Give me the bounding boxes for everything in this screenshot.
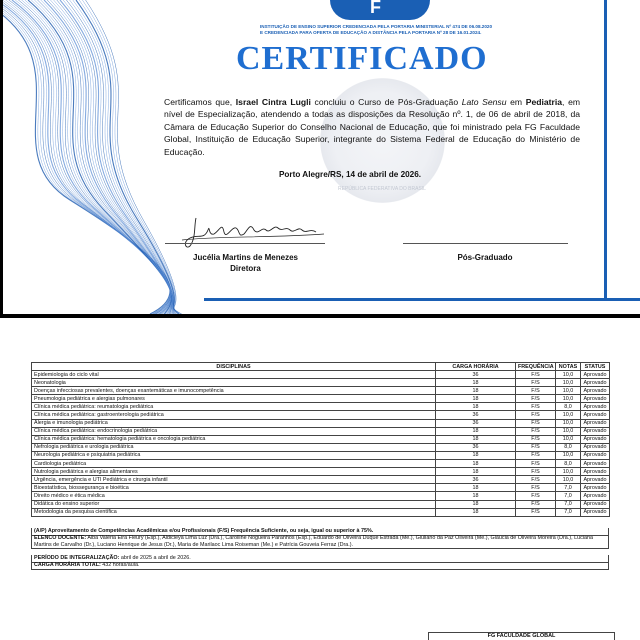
table-row bbox=[32, 476, 610, 484]
frequency-cell: F/S bbox=[516, 419, 556, 427]
grade-cell: 10,0 bbox=[556, 379, 581, 387]
signature-line bbox=[165, 243, 325, 244]
discipline-cell: Clínica médica pediátrica: reumatologia pediátrica bbox=[32, 403, 436, 411]
grade-cell: 8,0 bbox=[556, 460, 581, 468]
workload-cell: 18 bbox=[436, 435, 516, 443]
frequency-cell: F/S bbox=[516, 403, 556, 411]
workload-cell: 36 bbox=[436, 476, 516, 484]
table-row bbox=[32, 403, 610, 411]
seal-text: REPÚBLICA FEDERATIVA DO BRASIL bbox=[338, 186, 426, 192]
table-row bbox=[32, 492, 610, 500]
page-edge bbox=[0, 0, 3, 314]
frequency-cell: F/S bbox=[516, 460, 556, 468]
frequency-cell: F/S bbox=[516, 443, 556, 451]
wave-line bbox=[0, 0, 171, 314]
wave-line bbox=[0, 0, 170, 314]
discipline-cell: Urgência, emergência e UTI Pediátrica e cirurgia infantil bbox=[32, 476, 436, 484]
frequency-cell: F/S bbox=[516, 508, 556, 516]
status-cell: Aprovado bbox=[581, 468, 610, 476]
workload-cell: 36 bbox=[436, 371, 516, 379]
frequency-cell: F/S bbox=[516, 379, 556, 387]
wave-line bbox=[22, 0, 172, 314]
table-row bbox=[32, 395, 610, 403]
discipline-cell: Doenças infecciosas prevalentes, doenças exantemáticas e imunocompetência bbox=[32, 387, 436, 395]
grade-cell: 7,0 bbox=[556, 492, 581, 500]
grade-cell: 10,0 bbox=[556, 411, 581, 419]
wave-line bbox=[25, 0, 172, 314]
workload-cell: 18 bbox=[436, 451, 516, 459]
certificate-body: Certificamos que, Israel Cintra Lugli concluiu o Curso de Pós-Graduação Lato Sensu em Pediatria, em nível de Especialização, atendendo a todas as disposições da Resolução nº. 1, de 06 de abril de 2018, da Câmara de Educação Superior do Conselho Nacional de Educação, que foi ministrado pela FG Faculdade Global, Instituição de Educação Superior, integrante do Sistema Federal de Educação do Ministério de Educação. bbox=[164, 97, 581, 157]
table-row bbox=[32, 411, 610, 419]
status-cell: Aprovado bbox=[581, 387, 610, 395]
frequency-cell: F/S bbox=[516, 411, 556, 419]
status-cell: Aprovado bbox=[581, 371, 610, 379]
status-cell: Aprovado bbox=[581, 484, 610, 492]
certificate-front bbox=[0, 0, 640, 314]
signatory-role: Diretora bbox=[230, 264, 261, 273]
discipline-cell: Epidemiologia do ciclo vital bbox=[32, 371, 436, 379]
status-cell: Aprovado bbox=[581, 395, 610, 403]
status-cell: Aprovado bbox=[581, 492, 610, 500]
certificate-back bbox=[0, 318, 640, 640]
header-grades: NOTAS bbox=[556, 363, 581, 371]
grade-cell: 10,0 bbox=[556, 419, 581, 427]
grade-cell: 7,0 bbox=[556, 484, 581, 492]
header-disciplines: DISCIPLINAS bbox=[32, 363, 436, 371]
status-cell: Aprovado bbox=[581, 411, 610, 419]
transcript-table bbox=[31, 362, 610, 517]
total-workload: CARGA HORÁRIA TOTAL: 432 horas/aula. bbox=[31, 562, 609, 570]
certificate-title: CERTIFICADO bbox=[236, 40, 488, 77]
frequency-cell: F/S bbox=[516, 435, 556, 443]
status-cell: Aprovado bbox=[581, 500, 610, 508]
table-row bbox=[32, 484, 610, 492]
integration-period: PERÍODO DE INTEGRALIZAÇÃO: abril de 2025 a abril de 2026. bbox=[31, 555, 609, 563]
frequency-cell: F/S bbox=[516, 371, 556, 379]
workload-cell: 18 bbox=[436, 508, 516, 516]
wave-line bbox=[12, 0, 171, 314]
frequency-cell: F/S bbox=[516, 387, 556, 395]
frequency-cell: F/S bbox=[516, 427, 556, 435]
wave-line bbox=[44, 0, 172, 314]
table-row bbox=[32, 468, 610, 476]
grade-cell: 10,0 bbox=[556, 435, 581, 443]
status-cell: Aprovado bbox=[581, 419, 610, 427]
frequency-cell: F/S bbox=[516, 476, 556, 484]
frequency-cell: F/S bbox=[516, 500, 556, 508]
grade-cell: 10,0 bbox=[556, 427, 581, 435]
grade-cell: 10,0 bbox=[556, 476, 581, 484]
table-header-row bbox=[32, 363, 610, 371]
wave-line bbox=[0, 0, 171, 314]
workload-cell: 18 bbox=[436, 379, 516, 387]
header-status: STATUS bbox=[581, 363, 610, 371]
discipline-cell: Pneumologia pediátrica e alergias pulmonares bbox=[32, 395, 436, 403]
grade-cell: 8,0 bbox=[556, 403, 581, 411]
workload-cell: 36 bbox=[436, 419, 516, 427]
discipline-cell: Metodologia da pesquisa científica bbox=[32, 508, 436, 516]
wave-line bbox=[70, 0, 177, 314]
signatory-name: Jucélia Martins de Menezes bbox=[193, 253, 298, 262]
wave-line bbox=[0, 0, 171, 314]
frequency-cell: F/S bbox=[516, 395, 556, 403]
discipline-cell: Alergia e imunologia pediátrica bbox=[32, 419, 436, 427]
wave-line bbox=[0, 0, 170, 314]
institution-credential-line: INSTITUIÇÃO DE ENSINO SUPERIOR CREDENCIADA PELA PORTARIA MINISTERIAL Nº 474 DE 06.08.2020 bbox=[260, 24, 493, 29]
status-cell: Aprovado bbox=[581, 379, 610, 387]
grade-cell: 10,0 bbox=[556, 451, 581, 459]
institution-credential-line: E CREDENCIADA PARA OFERTA DE EDUCAÇÃO A DISTÂNCIA PELA PORTARIA Nº 28 DE 16.01.2024. bbox=[260, 30, 482, 35]
table-row bbox=[32, 387, 610, 395]
discipline-cell: Bioestatística, biossegurança e bioética bbox=[32, 484, 436, 492]
grade-cell: 10,0 bbox=[556, 468, 581, 476]
workload-cell: 18 bbox=[436, 387, 516, 395]
discipline-cell: Neurologia pediátrica e psiquiatria pediátrica bbox=[32, 451, 436, 459]
wave-line bbox=[0, 0, 170, 314]
table-row bbox=[32, 379, 610, 387]
grade-cell: 10,0 bbox=[556, 387, 581, 395]
frame-right-bar bbox=[604, 0, 607, 300]
grade-cell: 10,0 bbox=[556, 371, 581, 379]
workload-cell: 36 bbox=[436, 411, 516, 419]
table-row bbox=[32, 371, 610, 379]
header-workload: CARGA HORÁRIA bbox=[436, 363, 516, 371]
discipline-cell: Clínica médica pediátrica: hematologia pediátrica e oncologia pediátrica bbox=[32, 435, 436, 443]
frequency-cell: F/S bbox=[516, 492, 556, 500]
workload-cell: 18 bbox=[436, 468, 516, 476]
grade-cell: 8,0 bbox=[556, 443, 581, 451]
grade-cell: 7,0 bbox=[556, 500, 581, 508]
frequency-cell: F/S bbox=[516, 468, 556, 476]
discipline-cell: Clínica médica pediátrica: gastroenterologia pediátrica bbox=[32, 411, 436, 419]
frame-bottom-bar bbox=[204, 298, 640, 301]
workload-cell: 18 bbox=[436, 484, 516, 492]
workload-cell: 18 bbox=[436, 395, 516, 403]
discipline-cell: Neonatologia bbox=[32, 379, 436, 387]
workload-cell: 18 bbox=[436, 492, 516, 500]
frequency-legend: (A/P) Aproveitamento de Competências Acadêmicas e/ou Profissionais (F/S) Frequência Suficiente, ou seja, igual ou superior à 75%. bbox=[31, 528, 609, 536]
status-cell: Aprovado bbox=[581, 508, 610, 516]
signature-line bbox=[403, 243, 568, 244]
discipline-cell: Didática do ensino superior bbox=[32, 500, 436, 508]
handwritten-signature bbox=[178, 212, 328, 250]
workload-cell: 36 bbox=[436, 443, 516, 451]
wave-line bbox=[15, 0, 171, 314]
institution-stamp: FG FACULDADE GLOBAL bbox=[428, 632, 615, 640]
status-cell: Aprovado bbox=[581, 427, 610, 435]
status-cell: Aprovado bbox=[581, 435, 610, 443]
discipline-cell: Nutrologia pediátrica e alergias alimentares bbox=[32, 468, 436, 476]
workload-cell: 18 bbox=[436, 500, 516, 508]
course-name: Pediatria bbox=[525, 97, 563, 107]
discipline-cell: Nefrologia pediátrica e urologia pediátrica bbox=[32, 443, 436, 451]
table-row bbox=[32, 427, 610, 435]
wave-line bbox=[47, 0, 172, 314]
grade-cell: 10,0 bbox=[556, 395, 581, 403]
discipline-cell: Cardiologia pediátrica bbox=[32, 460, 436, 468]
table-row bbox=[32, 508, 610, 516]
workload-cell: 18 bbox=[436, 427, 516, 435]
discipline-cell: Clínica médica pediátrica: endocrinologia pediátrica bbox=[32, 427, 436, 435]
faculty-list: ELENCO DOCENTE: Alba Valéria Eira Fleury (Esp.), Aldicleya Lima Luz (Dra.), Carolline Nogueira Paranhos (Esp.), Eduardo de Oliveira Duque Estrada (Me.), Giuliano da Paz Oliveira (Me.), Gláucia de Oliveira Moreira (Dra.), Luciana Martins de Carvalho (Dr.), Luciano Henrique de Jesus (Dr.), Maria de Marilaoc Lima Roiseman (Me.) e Patrícia Gouveia Ferraz (Dra.). bbox=[31, 535, 609, 549]
table-row bbox=[32, 443, 610, 451]
discipline-cell: Direito médico e ética médica bbox=[32, 492, 436, 500]
workload-cell: 18 bbox=[436, 403, 516, 411]
place-date: Porto Alegre/RS, 14 de abril de 2026. bbox=[278, 170, 422, 179]
wave-line bbox=[41, 0, 173, 314]
table-row bbox=[32, 451, 610, 459]
status-cell: Aprovado bbox=[581, 451, 610, 459]
frequency-cell: F/S bbox=[516, 451, 556, 459]
graduate-signature-label: Pós-Graduado bbox=[457, 253, 513, 262]
grade-cell: 7,0 bbox=[556, 508, 581, 516]
table-row bbox=[32, 419, 610, 427]
status-cell: Aprovado bbox=[581, 460, 610, 468]
status-cell: Aprovado bbox=[581, 403, 610, 411]
status-cell: Aprovado bbox=[581, 443, 610, 451]
status-cell: Aprovado bbox=[581, 476, 610, 484]
table-row bbox=[32, 460, 610, 468]
workload-cell: 18 bbox=[436, 460, 516, 468]
graduate-name: Israel Cintra Lugli bbox=[235, 97, 311, 107]
table-row bbox=[32, 500, 610, 508]
frequency-cell: F/S bbox=[516, 484, 556, 492]
header-frequency: FREQUÊNCIA bbox=[516, 363, 556, 371]
table-row bbox=[32, 435, 610, 443]
institution-logo: F bbox=[330, 0, 430, 20]
